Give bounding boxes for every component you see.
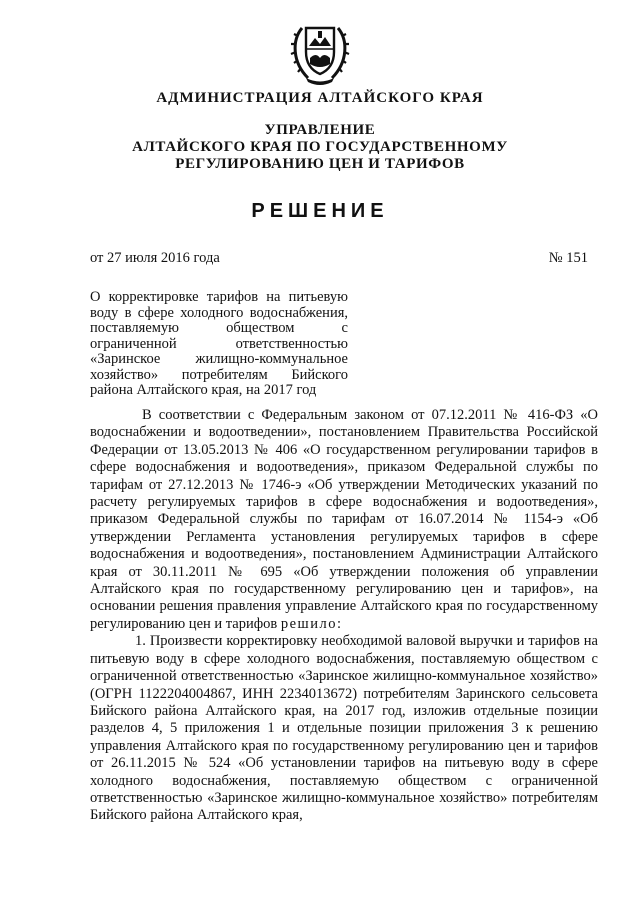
item-1-paragraph: 1. Произвести корректировку необходимой валовой выручки и тарифов на питьевую воду в сфере холодного водоснабжения, поставляемую обществом с ограниченной ответственностью «Заринское жилищно-коммунальное хозяйство» (ОГРН 1122204004867, ИНН 2234013672) потребителям Заринского сельсовета Бийского района Алтайского края, на 2017 год, изложив отдельные позиции разделов 4, 5 приложения 1 и отдельные позиции приложения 3 к решению управления Алтайского края по государственному регулированию цен и тарифов от 26.11.2015 № 524 «Об установлении тарифов на питьевую воду в сфере холодного водоснабжения, поставляемую обществом с ограниченной ответственностью «Заринское жилищно-коммунальное хозяйство» потребителям Бийского района Алтайского края,	[90, 633, 598, 824]
administration-heading: АДМИНИСТРАЦИЯ АЛТАЙСКОГО КРАЯ	[156, 90, 484, 106]
resolved-colon: :	[336, 615, 341, 632]
resolved-word: решило	[280, 615, 337, 632]
document-number: № 151	[548, 250, 588, 266]
document-title: РЕШЕНИЕ	[251, 200, 389, 222]
preamble-text: В соответствии с Федеральным законом от 07.12.2011 № 416-ФЗ «О водоснабжении и водоотведении», постановлением Правительства Российской Федерации от 13.05.2013 № 406 «О государственном регулировании тарифов в сфере водоснабжения и водоотведения», приказом Федеральной службы по тарифам от 27.12.2013 № 1746-э «Об утверждении Методических указаний по расчету регулируемых тарифов в сфере водоснабжения и водоотведения», приказом Федеральной службы по тарифам от 16.07.2014 № 1154-э «Об утверждении Регламента установления регулируемых тарифов в сфере водоснабжения и водоотведения», постановлением Администрации Алтайского края от 30.11.2011 № 695 «Об утверждении положения об управлении Алтайского края по государственному регулированию цен и тарифов», на основании решения правления управление Алтайского края по государственному регулированию цен и тарифов	[90, 407, 598, 632]
document-subject: О корректировке тарифов на питьевую воду в сфере холодного водоснабжения, поставляемую обществом с ограниченной ответственностью «Заринское жилищно-коммунальное хозяйство» потребителям Бийского района Алтайского края, на 2017 год	[90, 289, 348, 398]
preamble-paragraph	[90, 407, 598, 633]
altai-coat-of-arms-icon	[288, 18, 352, 86]
document-date: от 27 июля 2016 года	[90, 250, 220, 266]
department-heading	[0, 122, 640, 173]
department-heading-line: РЕГУЛИРОВАНИЮ ЦЕН И ТАРИФОВ	[175, 156, 465, 172]
document-body	[90, 407, 598, 825]
department-heading-line: АЛТАЙСКОГО КРАЯ ПО ГОСУДАРСТВЕННОМУ	[132, 139, 508, 155]
department-heading-line: УПРАВЛЕНИЕ	[264, 122, 376, 138]
